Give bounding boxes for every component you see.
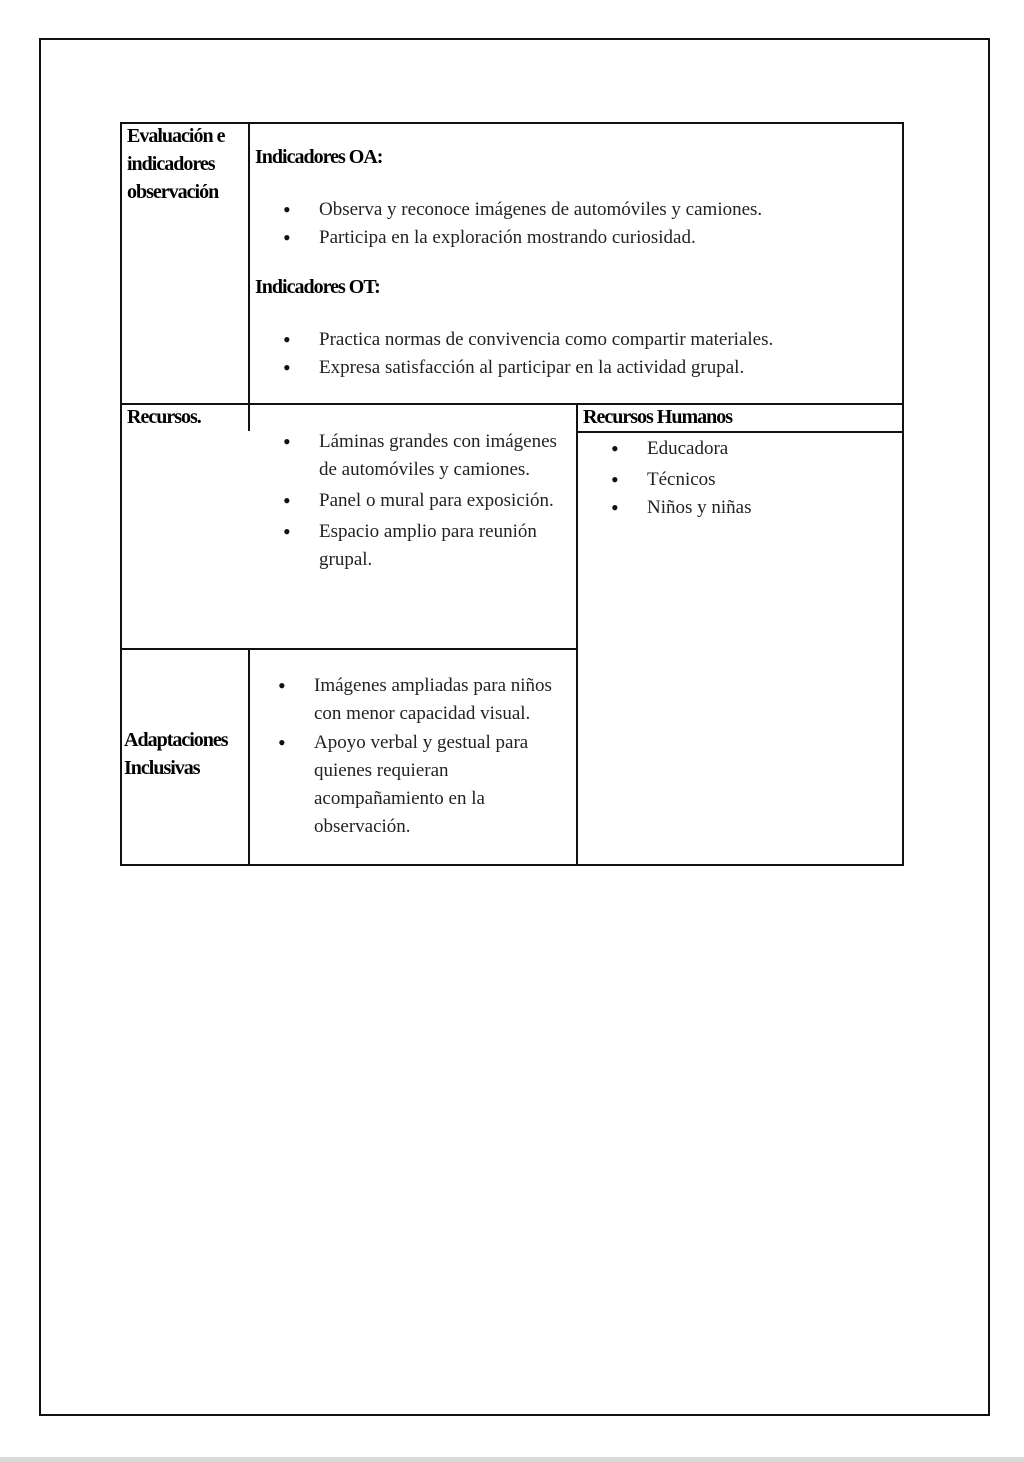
recursos-label: Recursos. — [127, 406, 201, 428]
evaluacion-label-line: observación — [127, 181, 219, 203]
row-divider-adaptaciones — [120, 648, 578, 650]
adaptaciones-label-line: Adaptaciones — [124, 729, 228, 751]
adaptaciones-label-line: Inclusivas — [124, 757, 200, 779]
list-item: • Expresa satisfacción al participar en la actividad grupal. — [283, 354, 773, 382]
list-item: • Láminas grandes con imágenes de automóviles y camiones. — [283, 428, 568, 484]
evaluacion-label — [127, 122, 224, 206]
evaluacion-label-line: Evaluación e — [127, 125, 225, 147]
col-divider-adaptaciones — [248, 648, 250, 866]
ot-indicator-list — [283, 326, 773, 382]
list-item: • Espacio amplio para reunión grupal. — [283, 518, 568, 574]
list-item: • Apoyo verbal y gestual para quienes requieran acompañamiento en la observación. — [278, 729, 572, 841]
recursos-list — [283, 428, 568, 574]
list-item: • Practica normas de convivencia como compartir materiales. — [283, 326, 773, 354]
list-item: • Participa en la exploración mostrando curiosidad. — [283, 224, 762, 252]
col-divider-recursos-humanos — [576, 403, 578, 866]
recursos-humanos-header-divider — [576, 431, 904, 433]
oa-indicator-list — [283, 196, 762, 252]
page-bottom-edge — [0, 1457, 1024, 1462]
list-item: • Niños y niñas — [611, 494, 752, 522]
oa-heading: Indicadores OA: — [255, 146, 383, 168]
table-border-top — [120, 122, 904, 124]
list-item: • Técnicos — [611, 466, 752, 494]
col-divider-recursos-stub — [248, 403, 250, 431]
evaluacion-label-line: indicadores — [127, 153, 215, 175]
list-item: • Observa y reconoce imágenes de automóviles y camiones. — [283, 196, 762, 224]
col-divider-evaluacion — [248, 122, 250, 405]
adaptaciones-label — [124, 726, 228, 782]
row-divider-evaluacion — [120, 403, 904, 405]
table-border-right — [902, 122, 904, 866]
list-item: • Panel o mural para exposición. — [283, 487, 568, 515]
table-border-bottom — [120, 864, 904, 866]
list-item: • Imágenes ampliadas para niños con menor capacidad visual. — [278, 672, 572, 728]
list-item: • Educadora — [611, 435, 752, 463]
ot-heading: Indicadores OT: — [255, 276, 380, 298]
adaptaciones-list — [278, 672, 572, 841]
recursos-humanos-list — [611, 435, 752, 522]
recursos-humanos-label: Recursos Humanos — [583, 406, 733, 428]
table-border-left — [120, 122, 122, 866]
